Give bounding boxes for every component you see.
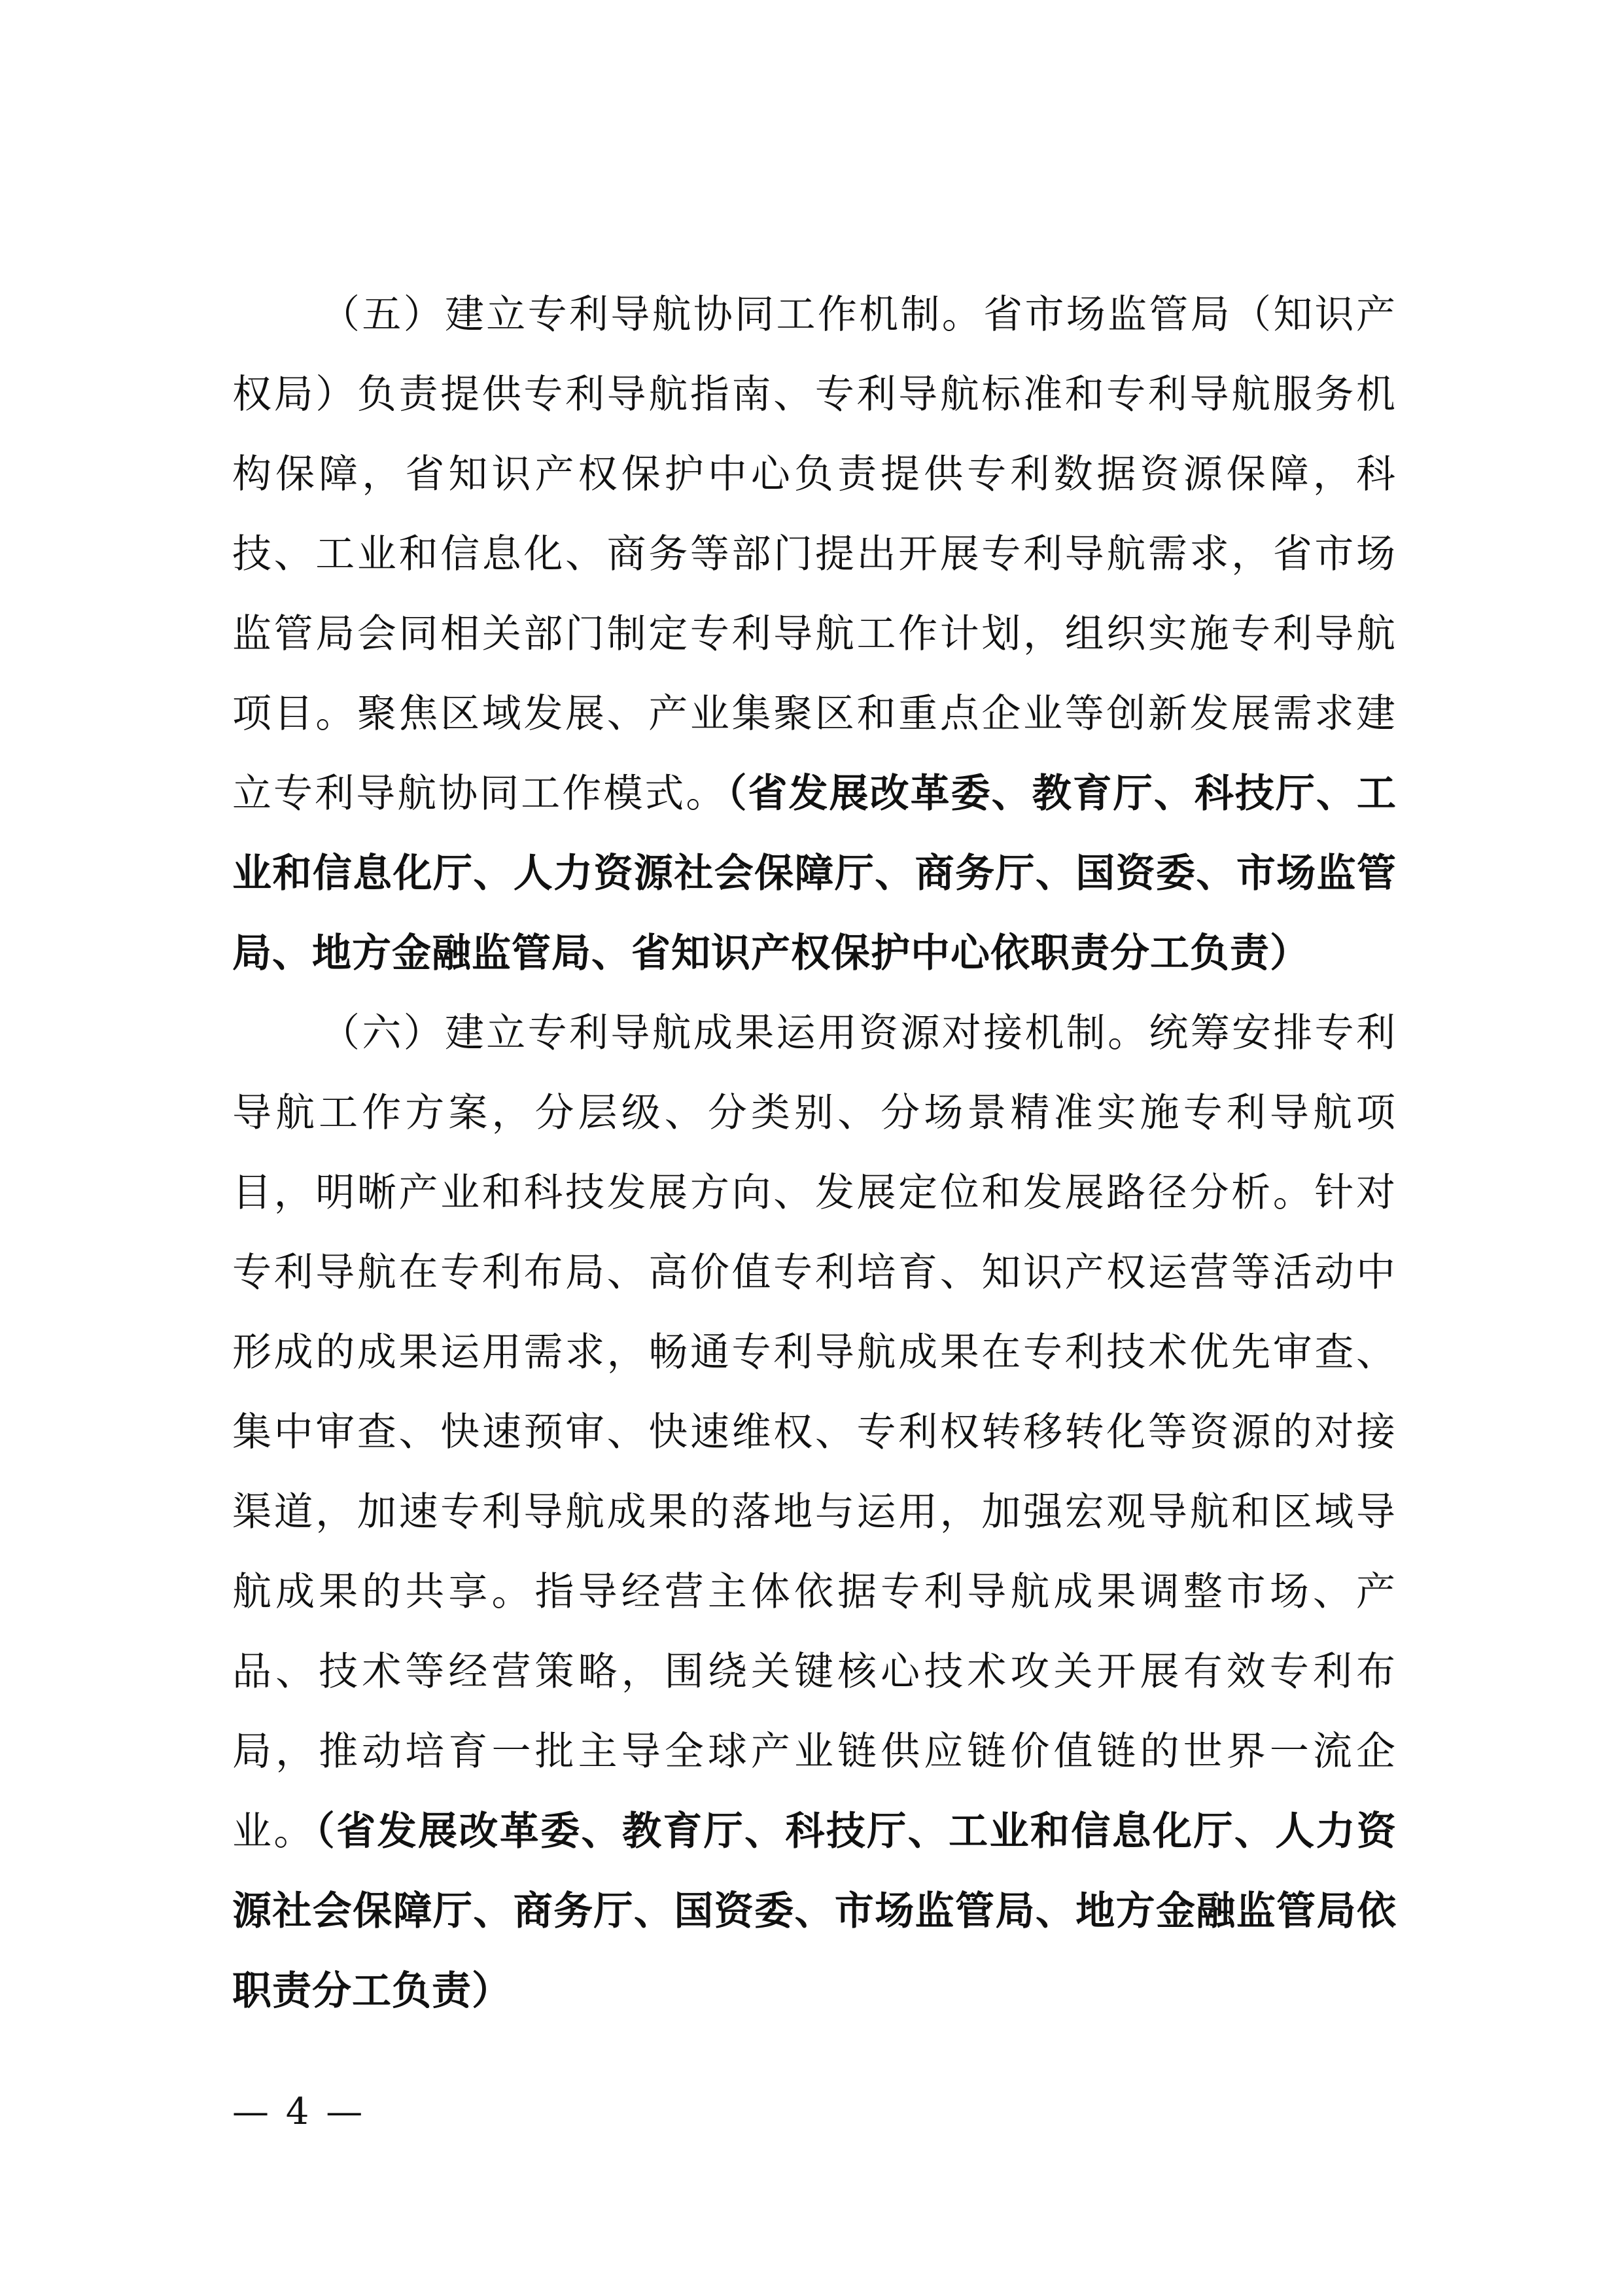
section-five-body: 省市场监管局（知识产权局）负责提供专利导航指南、专利导航标准和专利导航服务机构保障，省知识产权保护中心负责提供专利数据资源保障，科技、工业和信息化、商务等部门提出开展专利导航需求，省市场监管局会同相关部门制定专利导航工作计划，组织实施专利导航项目。聚焦区域发展、产业集聚区和重点企业等创新发展需求建立专利导航协同工作模式。 xyxy=(232,292,1397,817)
page-number: — 4 — xyxy=(232,2091,366,2133)
document-body xyxy=(232,275,1397,2031)
section-six-heading: （六）建立专利导航成果运用资源对接机制。 xyxy=(321,1010,1149,1056)
section-five-paragraph xyxy=(232,275,1397,993)
section-six-responsibility: （省发展改革委、教育厅、科技厅、工业和信息化厅、人力资源社会保障厅、商务厅、国资委、市场监管局、地方金融监管局依职责分工负责） xyxy=(232,1809,1397,2014)
section-six-paragraph xyxy=(232,993,1397,2031)
section-five-responsibility: （省发展改革委、教育厅、科技厅、工业和信息化厅、人力资源社会保障厅、商务厅、国资委、市场监管局、地方金融监管局、省知识产权保护中心依职责分工负责） xyxy=(232,771,1397,976)
section-six-body: 统筹安排专利导航工作方案，分层级、分类别、分场景精准实施专利导航项目，明晰产业和科技发展方向、发展定位和发展路径分析。针对专利导航在专利布局、高价值专利培育、知识产权运营等活动中形成的成果运用需求，畅通专利导航成果在专利技术优先审查、集中审查、快速预审、快速维权、专利权转移转化等资源的对接渠道，加速专利导航成果的落地与运用，加强宏观导航和区域导航成果的共享。指导经营主体依据专利导航成果调整市场、产品、技术等经营策略，围绕关键核心技术攻关开展有效专利布局，推动培育一批主导全球产业链供应链价值链的世界一流企业。 xyxy=(232,1010,1397,1854)
section-five-heading: （五）建立专利导航协同工作机制。 xyxy=(321,292,984,338)
